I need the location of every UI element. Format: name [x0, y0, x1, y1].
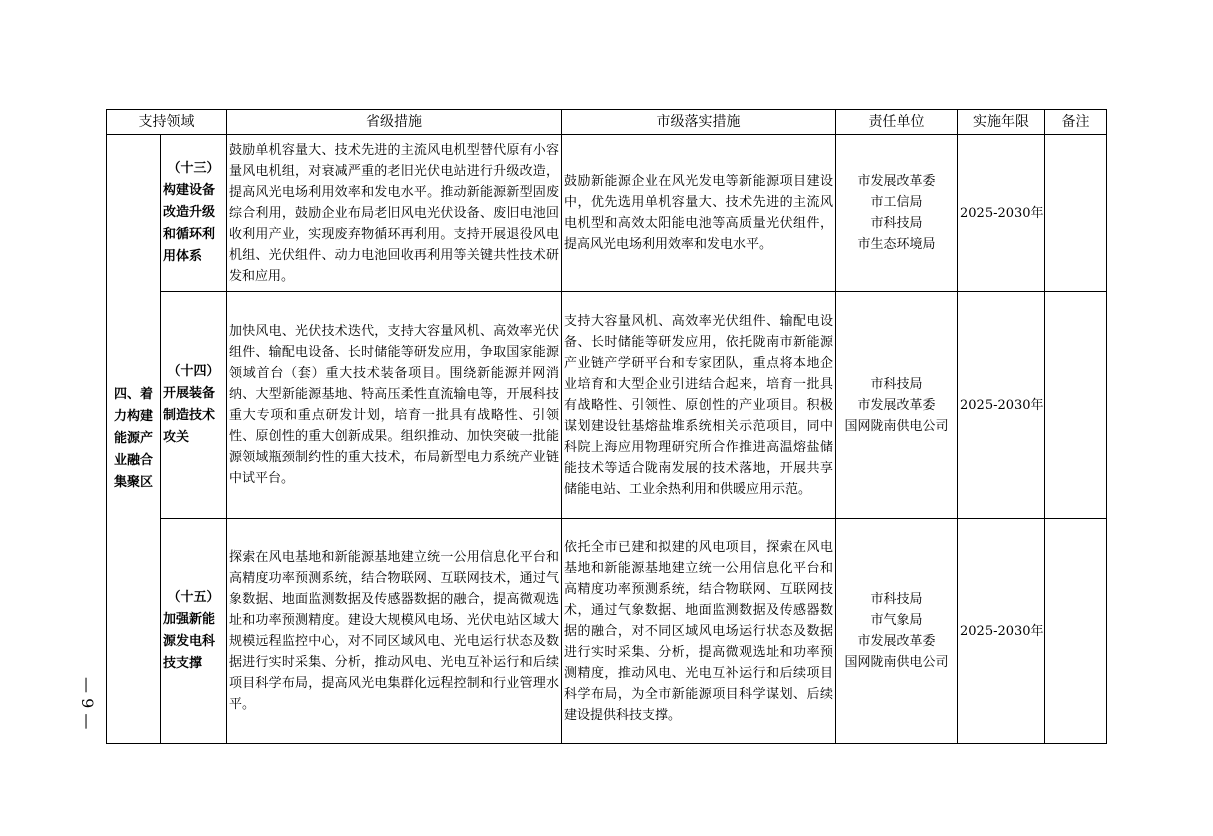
unit-item: 市发展改革委	[857, 174, 936, 189]
unit-item: 市科技局	[870, 376, 923, 392]
header-notes: 备注	[1045, 110, 1107, 135]
city-measure: 鼓励新能源企业在风光发电等新能源项目建设中，优先选用单机容量大、技术先进的主流风电机型和高效太阳能电池等高质量光伏组件，提高风光电场利用效率和发电水平。	[562, 135, 836, 292]
table-row	[107, 135, 1107, 292]
implementation-years: 2025-2030年	[958, 292, 1045, 519]
unit-item: 市气象局	[870, 613, 923, 628]
subarea-title: 开展装备制造技术攻关	[163, 386, 216, 445]
header-provincial: 省级措施	[227, 110, 562, 135]
city-measure: 依托全市已建和拟建的风电项目，探索在风电基地和新能源基地建立统一公用信息化平台和高精度功率预测系统，结合物联网、互联网技术，通过气象数据、地面监测数据及传感器数据的融合，对不同区域风电场运行状态及数据进行实时采集、分析，提高微观选址和功率预测精度，推动风电、光电互补运行和后续项目科学布局，为全市新能源项目科学谋划、后续建设提供科技支撑。	[562, 519, 836, 744]
provincial-measure: 加快风电、光伏技术迭代，支持大容量风机、高效率光伏组件、输配电设备、长时储能等研发应用，争取国家能源领域首台（套）重大技术装备项目。围绕新能源并网消纳、大型新能源基地、特高压柔性直流输电等，开展科技重大专项和重点研发计划，培育一批具有战略性、引领性、原创性的重大创新成果。组织推动、加快突破一批能源领域瓶颈制约性的重大技术，布局新型电力系统产业链中试平台。	[227, 292, 562, 519]
notes-cell	[1045, 292, 1107, 519]
city-measure: 支持大容量风机、高效率光伏组件、输配电设备、长时储能等研发应用，依托陇南市新能源产业链产学研平台和专家团队，重点将本地企业培育和大型企业引进结合起来，培育一批具有战略性、引领性、原创性的产业项目。积极谋划建设钍基熔盐堆系统相关示范项目，同中科院上海应用物理研究所合作推进高温熔盐储能技术等适合陇南发展的技术落地，开展共享储能电站、工业余热利用和供暖应用示范。	[562, 292, 836, 519]
responsible-units	[836, 292, 958, 519]
unit-item: 国网陇南供电公司	[844, 655, 949, 670]
subarea-number: （十三）	[167, 161, 220, 176]
unit-item: 市生态环境局	[857, 237, 936, 252]
page-number: — 9 —	[78, 677, 97, 730]
support-area-label: 四、着力构建能源产业融合集聚区	[107, 135, 161, 744]
header-city: 市级落实措施	[562, 110, 836, 135]
notes-cell	[1045, 135, 1107, 292]
implementation-years: 2025-2030年	[958, 519, 1045, 744]
responsible-units	[836, 135, 958, 292]
unit-item: 市发展改革委	[857, 634, 936, 649]
responsible-units	[836, 519, 958, 744]
implementation-years: 2025-2030年	[958, 135, 1045, 292]
header-years: 实施年限	[958, 110, 1045, 135]
unit-item: 市发展改革委	[857, 397, 936, 413]
measures-table	[106, 109, 1107, 744]
unit-item: 国网陇南供电公司	[844, 418, 949, 434]
table-row	[107, 292, 1107, 519]
unit-item: 市工信局	[870, 195, 923, 210]
table-row	[107, 519, 1107, 744]
header-units: 责任单位	[836, 110, 958, 135]
provincial-measure: 探索在风电基地和新能源基地建立统一公用信息化平台和高精度功率预测系统，结合物联网、互联网技术，通过气象数据、地面监测数据及传感器数据的融合，提高微观选址和功率预测精度。建设大规模风电场、光伏电站区域大规模远程监控中心，对不同区域风电、光电运行状态及数据进行实时采集、分析，推动风电、光电互补运行和后续项目科学布局，提高风光电集群化远程控制和行业管理水平。	[227, 519, 562, 744]
notes-cell	[1045, 519, 1107, 744]
subarea-number: （十四）	[167, 364, 220, 379]
header-area: 支持领域	[107, 110, 227, 135]
provincial-measure: 鼓励单机容量大、技术先进的主流风电机型替代原有小容量风电机组，对衰减严重的老旧光伏电站进行升级改造，提高风光电场利用效率和发电水平。推动新能源新型固废综合利用，鼓励企业布局老旧风电光伏设备、废旧电池回收利用产业，实现废弃物循环再利用。支持开展退役风电机组、光伏组件、动力电池回收再利用等关键共性技术研发和应用。	[227, 135, 562, 292]
unit-item: 市科技局	[870, 592, 923, 607]
subarea-cell	[161, 135, 227, 292]
subarea-cell	[161, 519, 227, 744]
table-header-row	[107, 110, 1107, 135]
unit-item: 市科技局	[870, 216, 923, 231]
subarea-title: 构建设备改造升级和循环利用体系	[163, 183, 216, 264]
subarea-number: （十五）	[167, 590, 220, 605]
subarea-title: 加强新能源发电科技支撑	[163, 612, 216, 671]
subarea-cell	[161, 292, 227, 519]
